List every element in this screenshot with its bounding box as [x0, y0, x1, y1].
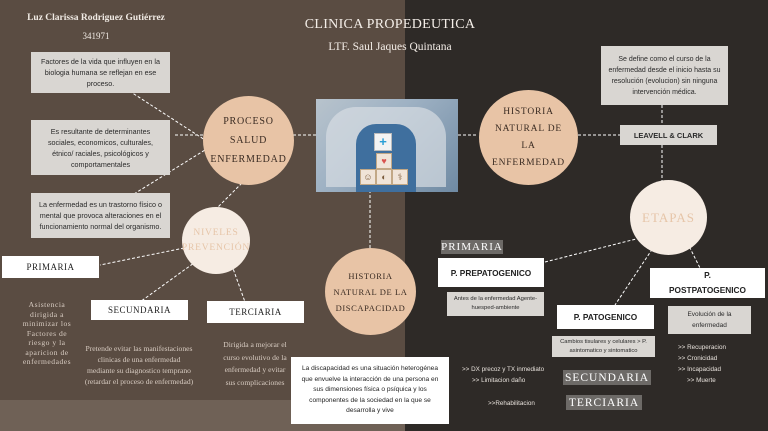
sec-items-list: [462, 364, 562, 386]
box-definicion: Se define como el curso de la enfermedad desde el inicio hasta su resolución (evolucion) sin ninguna intervención médica.: [601, 46, 728, 105]
post-items-list: [678, 342, 758, 386]
node-proceso-salud-enfermedad: [203, 96, 294, 185]
cube-stethoscope-icon: ⚕: [392, 169, 408, 185]
sec-item-limitacion: >> Limitacion daño: [472, 377, 526, 384]
desc-patogenico: Cambios tisulares y celulares > P. asintomatico y sintomatico: [552, 336, 655, 357]
box-resultante: Es resultante de determinantes sociales, economicos, culturales, étnico/ raciales, psicológicos y comportamentales: [31, 120, 170, 175]
tag-primaria: PRIMARIA: [441, 241, 503, 253]
node-etapas-label: ETAPAS: [642, 209, 695, 225]
node-niveles-label: NIVELES PREVENCIÓN: [181, 227, 251, 253]
level-secundaria: SECUNDARIA: [91, 300, 188, 320]
tag-secundaria: SECUNDARIA: [564, 371, 650, 384]
node-niveles-prevencion: [182, 207, 250, 274]
box-patogenico: P. PATOGENICO: [557, 305, 654, 329]
node-historia-natural: [479, 90, 578, 185]
box-enfermedad: La enfermedad es un trastorno físico o mental que provoca alteraciones en el funcionamiento normal del organismo.: [31, 193, 170, 238]
desc-secundaria: Pretende evitar las manifestaciones clinicas de una enfermedad mediante su diagnostico temprano (retardar el proceso de enfermedad): [84, 344, 194, 386]
desc-primaria: Asistencia dirigida a minimizar los Factores de riesgo y la aparicion de enfermedades: [22, 300, 72, 366]
desc-prepatogenico: Antes de la enfermedad Agente-huesped-ambiente: [447, 292, 544, 316]
cube-medical-icon: +: [374, 133, 392, 151]
tag-terciaria: TERCIARIA: [566, 395, 642, 410]
node-historia-natural-label: HISTORIA NATURAL DE LA ENFERMEDAD: [492, 106, 565, 168]
box-leavell-clark: LEAVELL & CLARK: [620, 125, 717, 145]
post-item-muerte: >> Muerte: [687, 377, 716, 384]
level-terciaria: TERCIARIA: [207, 301, 304, 323]
ter-item-rehabilitacion: >>Rehabilitacion: [488, 400, 535, 407]
box-factores: Factores de la vida que influyen en la biologia humana se reflejan en ese proceso.: [31, 52, 170, 93]
node-etapas: [630, 180, 707, 255]
box-prepatogenico: P. PREPATOGENICO: [438, 258, 544, 287]
desc-terciaria: Dirigida a mejorar el curso evolutivo de la enfermedad y evitar sus complicaciones: [223, 340, 287, 387]
node-historia-discapacidad: [325, 248, 416, 335]
page-title: CLINICA PROPEDEUTICA: [304, 17, 476, 32]
post-item-incapacidad: >> Incapacidad: [678, 366, 722, 373]
ter-items-list: [488, 398, 568, 409]
author-id: 341971: [82, 31, 110, 41]
cube-person-icon: ☺: [360, 169, 376, 185]
box-postpatogenico: P. POSTPATOGENICO: [650, 268, 765, 298]
page-subtitle: LTF. Saul Jaques Quintana: [328, 41, 452, 53]
post-item-recuperacion: >> Recuperacion: [678, 344, 726, 351]
desc-discapacidad: La discapacidad es una situación heterogénea que envuelve la interacción de una persona en sus dimensiones física o psíquica y los componentes de la sociedad en la que se desarrolla y vive: [291, 357, 449, 424]
post-item-cronicidad: >> Cronicidad: [678, 355, 718, 362]
sec-item-dx: >> DX precoz y TX inmediato: [462, 366, 545, 373]
author-name: Luz Clarissa Rodriguez Gutiérrez: [27, 13, 165, 23]
node-proceso-label: PROCESO SALUD ENFERMEDAD: [210, 116, 287, 165]
node-historia-discapacidad-label: HISTORIA NATURAL DE LA DISCAPACIDAD: [333, 270, 408, 313]
level-primaria: PRIMARIA: [2, 256, 99, 278]
desc-postpatogenico: Evolución de la enfermedad: [668, 306, 751, 334]
cube-pill-icon: ◐: [376, 169, 392, 185]
cube-heart-icon: ♥: [376, 153, 392, 169]
medical-image: [316, 99, 458, 192]
